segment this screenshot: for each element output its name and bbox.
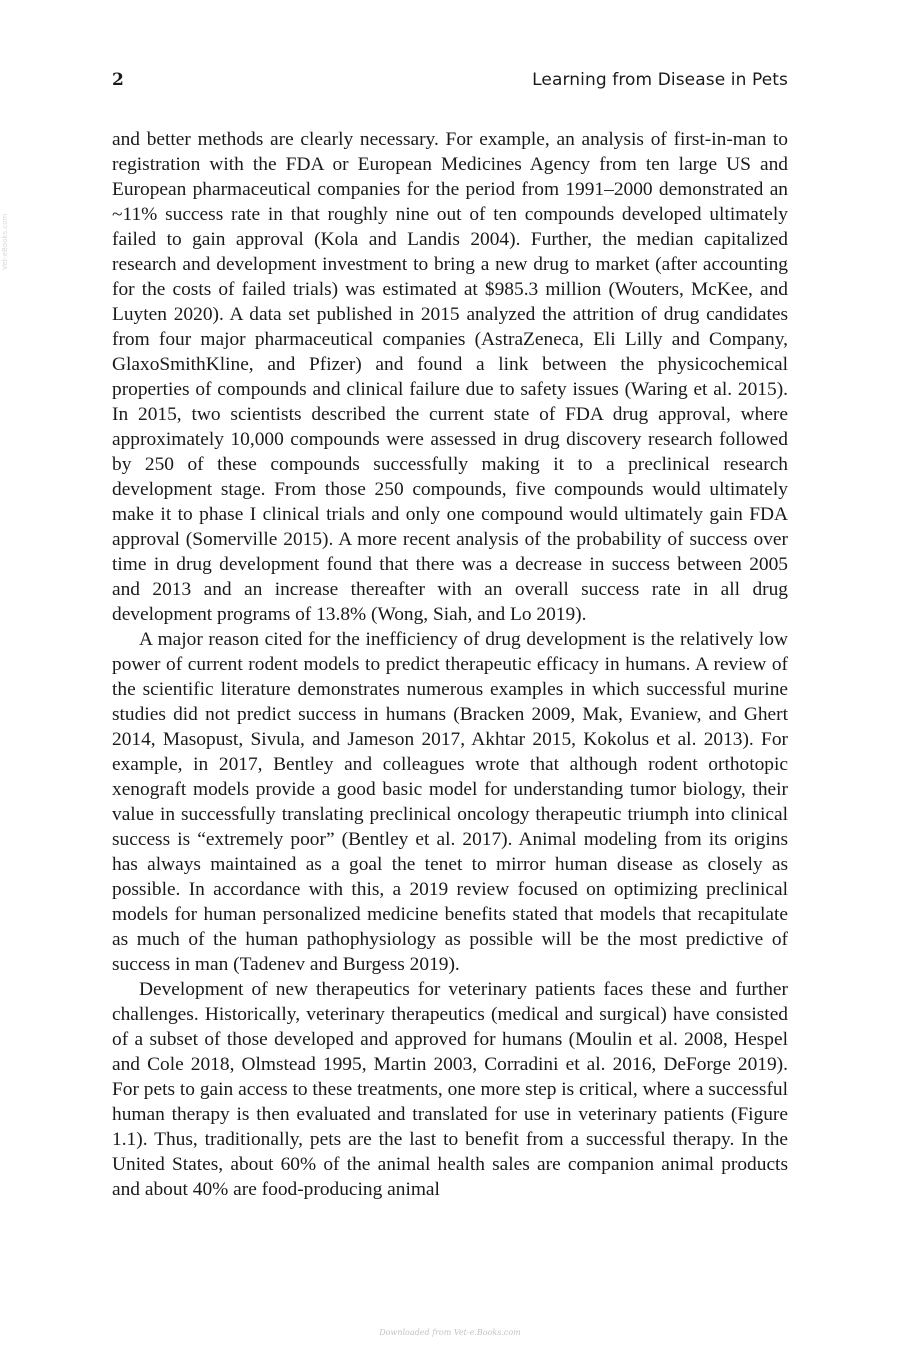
paragraph-3: Development of new therapeutics for veterinary patients faces these and further challenges. Historically, veterinary therapeutics (medical and surgical) have consisted of a subset of those developed and approved for humans (Moulin et al. 2008, Hespel and Cole 2018, Olmstead 1995, Martin 2003, Corradini et al. 2016, DeForge 2019). For pets to gain access to these treatments, one more step is critical, where a successful human therapy is then evaluated and translated for use in veterinary patients (Figure 1.1). Thus, traditionally, pets are the last to benefit from a successful therapy. In the United States, about 60% of the animal health sales are companion animal products and about 40% are food-producing animal (112, 979, 788, 1200)
running-title: Learning from Disease in Pets (532, 70, 788, 90)
footer-watermark: Downloaded from Vet-e.Books.com (379, 1328, 521, 1337)
side-watermark: Vet-eBooks.com (1, 213, 9, 270)
paragraph-2: A major reason cited for the inefficiency of drug development is the relatively low power of current rodent models to predict therapeutic efficacy in humans. A review of the scientific literature demonstrates numerous examples in which successful murine studies did not predict success in humans (Bracken 2009, Mak, Evaniew, and Ghert 2014, Masopust, Sivula, and Jameson 2017, Akhtar 2015, Kokolus et al. 2013). For example, in 2017, Bentley and colleagues wrote that although rodent orthotopic xenograft models provide a good basic model for understanding tumor biology, their value in successfully translating preclinical oncology therapeutic triumph into clinical success is “extremely poor” (Bentley et al. 2017). Animal modeling from its origins has always maintained as a goal the tenet to mirror human disease as closely as possible. In accordance with this, a 2019 review focused on optimizing preclinical models for human personalized medicine benefits stated that models that recapitulate as much of the human pathophysiology as possible will be the most predictive of success in man (Tadenev and Burgess 2019). (112, 629, 788, 975)
page-number: 2 (112, 70, 124, 90)
paragraph-1: and better methods are clearly necessary. For example, an analysis of first-in-man to registration with the FDA or European Medicines Agency from ten large US and European pharmaceutical companies for the period from 1991–2000 demonstrated an ~11% success rate in that roughly nine out of ten compounds developed ultimately failed to gain approval (Kola and Landis 2004). Further, the median capitalized research and development investment to bring a new drug to market (after accounting for the costs of failed trials) was estimated at $985.3 million (Wouters, McKee, and Luyten 2020). A data set published in 2015 analyzed the attrition of drug candidates from four major pharmaceutical companies (AstraZeneca, Eli Lilly and Company, GlaxoSmithKline, and Pfizer) and found a link between the physicochemical properties of compounds and clinical failure due to safety issues (Waring et al. 2015). In 2015, two scientists described the current state of FDA drug approval, where approximately 10,000 compounds were assessed in drug discovery research followed by 250 of these compounds successfully making it to a preclinical research development stage. From those 250 compounds, five compounds would ultimately make it to phase I clinical trials and only one compound would ultimately gain FDA approval (Somerville 2015). A more recent analysis of the probability of success over time in drug development found that there was a decrease in success between 2005 and 2013 and an increase thereafter with an overall success rate in all drug development programs of 13.8% (Wong, Siah, and Lo 2019). (112, 129, 788, 625)
running-head (112, 70, 788, 98)
body-text (112, 127, 788, 1202)
